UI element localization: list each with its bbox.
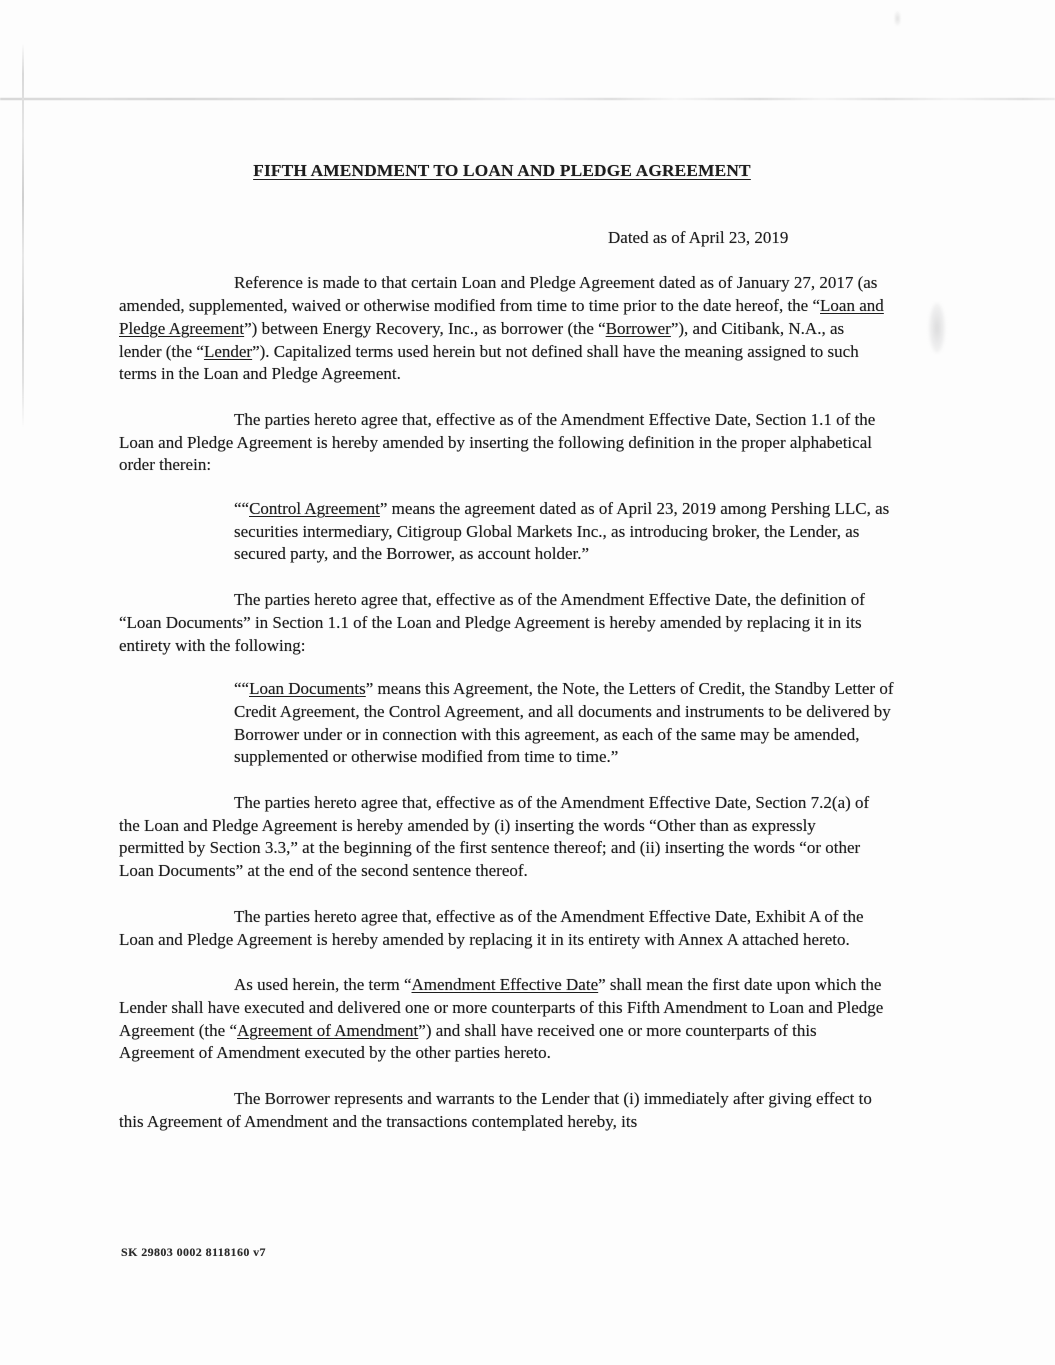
scan-artifact-horizontal-line <box>0 98 1055 100</box>
underlined-defined-term: Amendment Effective Date <box>411 975 599 995</box>
text-run: Reference is made to that certain Loan and Pledge Agreement dated as of January 27, 2017 (as amended, supplemented, waived or otherwise modified from time to time prior to the date hereof, the “ <box>119 273 878 316</box>
dated-line: Dated as of April 23, 2019 <box>608 227 789 247</box>
text-run: ““ <box>234 679 250 699</box>
text-run: The parties hereto agree that, effective as of the Amendment Effective Date, the definition of “Loan Documents” in Section 1.1 of the Loan and Pledge Agreement is hereby amended by replacing it in its entirety with the following: <box>119 590 865 655</box>
text-run: The parties hereto agree that, effective as of the Amendment Effective Date, Section 7.2(a) of the Loan and Pledge Agreement is hereby amended by (i) inserting the words “Other than as expressly permitted by Section 3.3,” at the beginning of the first sentence thereof; and (ii) inserting the words “or other Loan Documents” at the end of the second sentence thereof. <box>119 793 870 881</box>
text-run: ”), and Citibank, N.A., as lender (the “ <box>119 318 845 361</box>
body-paragraph <box>119 1088 885 1133</box>
scan-artifact-corner-mark <box>894 11 901 26</box>
text-run: ”) and shall have received one or more counterparts of this Agreement of Amendment executed by the other parties hereto. <box>119 1020 817 1063</box>
text-run: ” means this Agreement, the Note, the Letters of Credit, the Standby Letter of Credit Agreement, the Control Agreement, and all documents and instruments to be delivered by Borrower under or in connection with this agreement, as each of the same may be amended, supplemented or otherwise modified from time to time.” <box>234 679 894 767</box>
scan-artifact-vertical-line <box>22 43 24 428</box>
text-run: ” means the agreement dated as of April 23, 2019 among Pershing LLC, as securities intermediary, Citigroup Global Markets Inc., as introducing broker, the Lender, as secured party, and the Borrower, as account holder.” <box>234 499 890 564</box>
underlined-defined-term: Control Agreement <box>249 499 380 519</box>
paragraphs <box>119 272 894 1133</box>
body-paragraph <box>119 589 885 657</box>
underlined-defined-term: Borrower <box>605 318 671 338</box>
text-run: The parties hereto agree that, effective as of the Amendment Effective Date, Exhibit A of the Loan and Pledge Agreement is hereby amended by replacing it in its entirety with Annex A attached hereto. <box>119 906 864 949</box>
underlined-defined-term: Loan Documents <box>249 679 366 699</box>
text-run: The parties hereto agree that, effective as of the Amendment Effective Date, Section 1.1 of the Loan and Pledge Agreement is hereby amended by inserting the following definition in the proper alphabetical order therein: <box>119 409 876 475</box>
text-run: The Borrower represents and warrants to the Lender that (i) immediately after giving effect to this Agreement of Amendment and the transactions contemplated hereby, its <box>119 1089 872 1131</box>
document-control-number: SK 29803 0002 8118160 v7 <box>121 1245 266 1259</box>
underlined-defined-term: Lender <box>203 341 253 361</box>
body-paragraph <box>119 792 885 883</box>
text-run: ““ <box>234 499 250 519</box>
underlined-defined-term: Loan and Pledge Agreement <box>119 296 884 338</box>
body-paragraph <box>119 906 885 951</box>
text-run: ” shall mean the first date upon which the Lender shall have executed and delivered one or more counterparts of this Fifth Amendment to Loan and Pledge Agreement (the “ <box>119 975 884 1040</box>
underlined-defined-term: Agreement of Amendment <box>237 1020 419 1040</box>
text-run: As used herein, the term “ <box>234 975 412 995</box>
body-paragraph <box>119 409 885 477</box>
definition-blockquote <box>234 678 898 769</box>
document-title: FIFTH AMENDMENT TO LOAN AND PLEDGE AGREEMENT <box>253 161 751 180</box>
definition-blockquote <box>234 498 898 566</box>
text-run: ”). Capitalized terms used herein but not defined shall have the meaning assigned to such terms in the Loan and Pledge Agreement. <box>119 341 859 384</box>
body-paragraph <box>119 974 885 1065</box>
text-run: ”) between Energy Recovery, Inc., as borrower (the “ <box>244 318 606 338</box>
document-body <box>119 160 894 1134</box>
body-paragraph <box>119 272 885 386</box>
scan-artifact-smudge <box>929 303 945 353</box>
